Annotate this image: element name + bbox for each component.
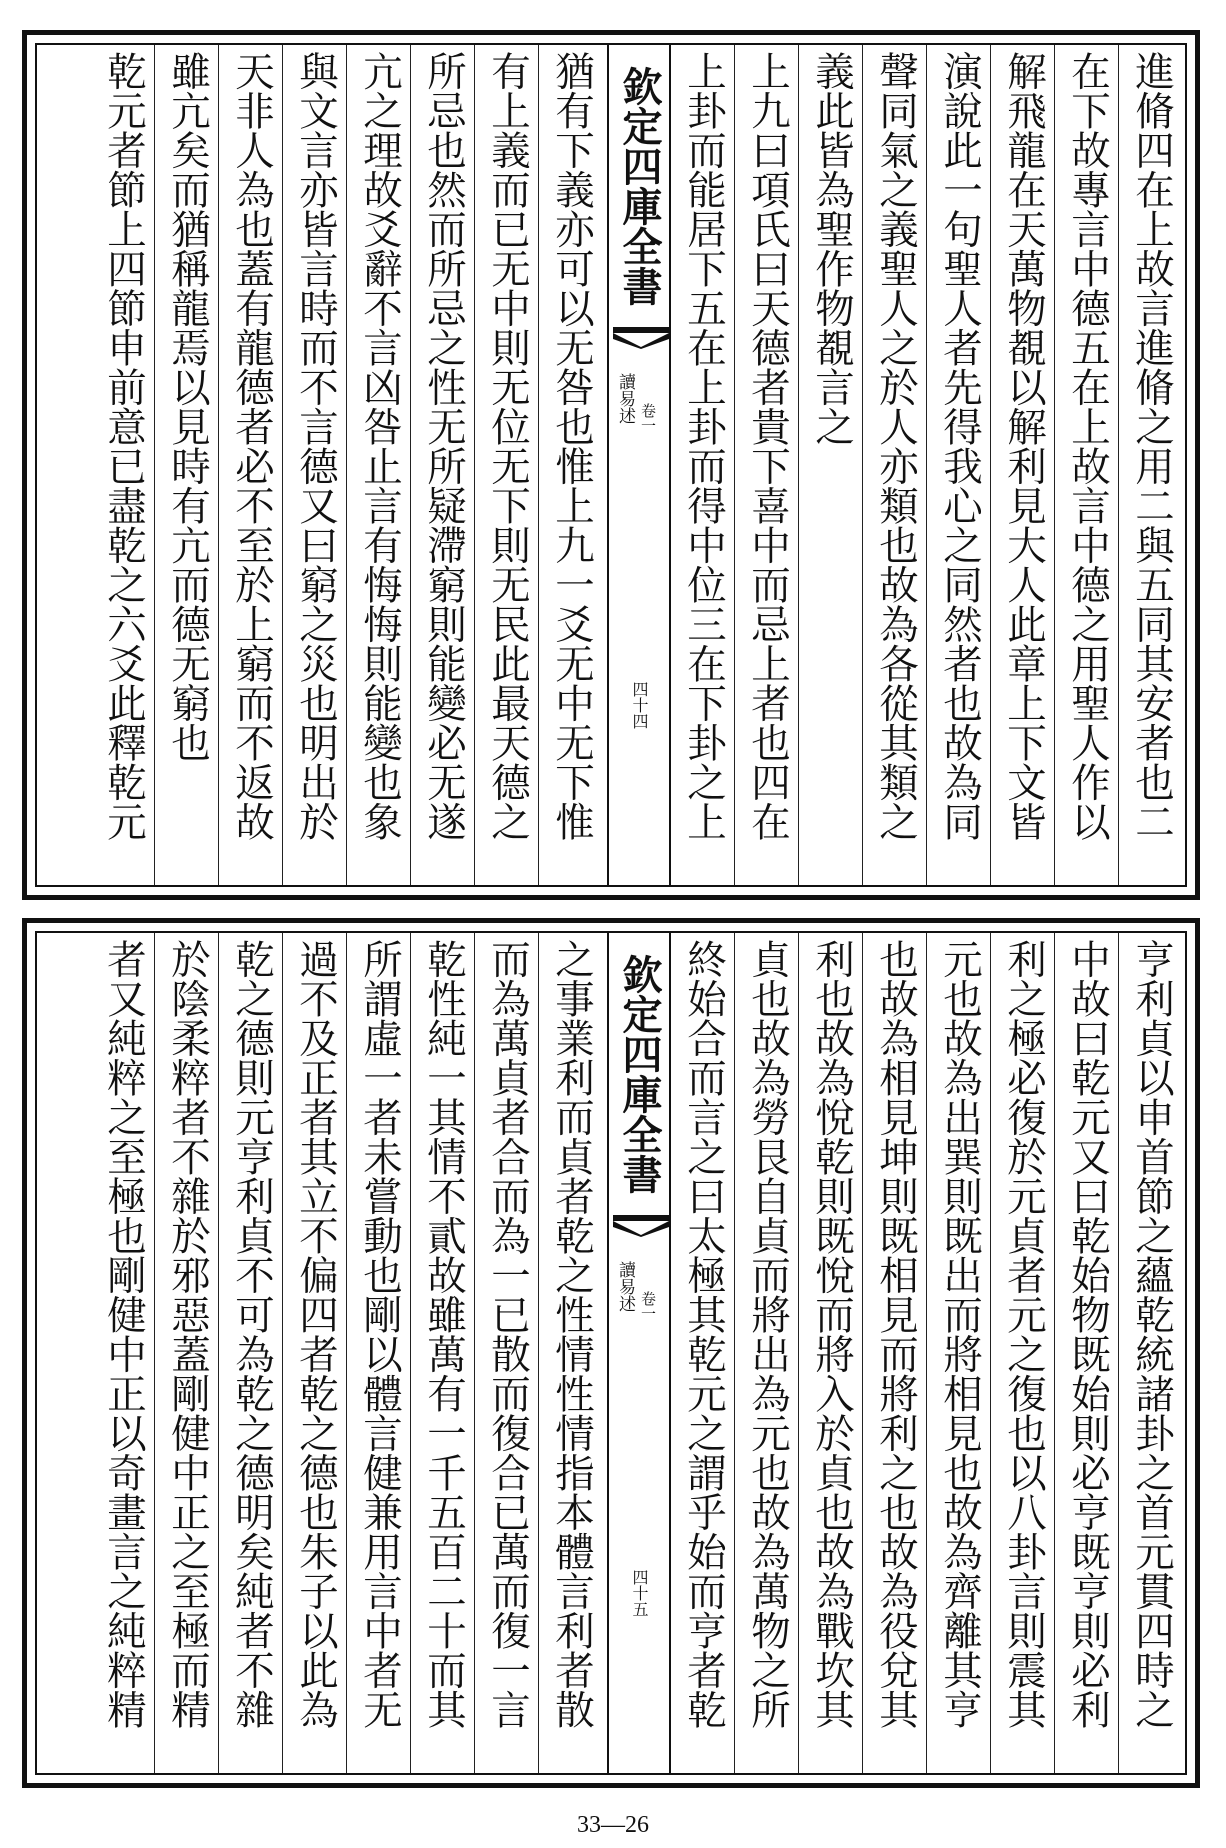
text-column [159, 939, 217, 1767]
column-rule [990, 45, 991, 885]
column-rule [734, 45, 735, 885]
text-column [995, 939, 1053, 1767]
text-column [995, 51, 1053, 879]
column-rule [282, 45, 283, 885]
column-rule [154, 45, 155, 885]
text-column [223, 939, 281, 1767]
column-rule [990, 933, 991, 1773]
volume-label: 卷一 [639, 403, 657, 433]
text-column [543, 51, 601, 879]
fold-header [607, 45, 671, 885]
fold-header [607, 933, 671, 1773]
column-text: 解飛龍在天萬物覩以解利見大人此章上下文皆 [1001, 51, 1047, 841]
column-rule [154, 933, 155, 1773]
column-text: 所謂虛一者未嘗動也剛以體言健兼用言中者无 [357, 939, 403, 1729]
column-text: 義此皆為聖作物覩言之 [809, 51, 855, 446]
text-column [1123, 51, 1181, 879]
column-text: 所忌也然而所忌之性无所疑滯窮則能變必无遂 [421, 51, 467, 841]
text-column [479, 939, 537, 1767]
text-column [351, 939, 409, 1767]
column-text: 演說此一句聖人者先得我心之同然者也故為同 [937, 51, 983, 841]
text-column [479, 51, 537, 879]
text-column [415, 939, 473, 1767]
column-rule [282, 933, 283, 1773]
column-text: 與文言亦皆言時而不言德又曰窮之災也明出於 [293, 51, 339, 841]
volume-label: 卷一 [639, 1291, 657, 1321]
column-rule [538, 933, 539, 1773]
column-text: 於陰柔粹者不雜於邪惡蓋剛健中正之至極而精 [165, 939, 211, 1729]
text-column [95, 51, 153, 879]
text-column [287, 51, 345, 879]
text-column [739, 51, 797, 879]
column-text: 猶有下義亦可以无咎也惟上九一爻无中无下惟 [549, 51, 595, 841]
column-text: 乾之德則元亨利貞不可為乾之德明矣純者不雜 [229, 939, 275, 1729]
column-rule [798, 933, 799, 1773]
column-text: 元也故為出巽則既出而將相見也故為齊離其亨 [937, 939, 983, 1729]
column-rule [410, 45, 411, 885]
column-text: 終始合而言之曰太極其乾元之謂乎始而亨者乾 [681, 939, 727, 1729]
column-text: 亨利貞以申首節之蘊乾統諸卦之首元貫四時之 [1129, 939, 1175, 1729]
column-text: 貞也故為勞艮自貞而將出為元也故為萬物之所 [745, 939, 791, 1729]
book-title: 讀易述 [615, 1261, 635, 1312]
page-number: 四十四 [630, 681, 649, 729]
column-rule [346, 933, 347, 1773]
column-text: 上九曰項氏曰天德者貴下喜中而忌上者也四在 [745, 51, 791, 841]
column-rule [862, 933, 863, 1773]
fishtail-mark-icon [613, 327, 669, 349]
column-rule [474, 45, 475, 885]
fishtail-mark-icon [613, 1215, 669, 1237]
text-column [675, 51, 733, 879]
column-text: 有上義而已无中則无位无下則无民此最天德之 [485, 51, 531, 841]
text-column [223, 51, 281, 879]
column-text: 中故曰乾元又曰乾始物既始則必亨既亨則必利 [1065, 939, 1111, 1729]
column-text: 天非人為也蓋有龍德者必不至於上窮而不返故 [229, 51, 275, 841]
column-text: 在下故專言中德五在上故言中德之用聖人作以 [1065, 51, 1111, 841]
column-rule [218, 933, 219, 1773]
text-column [675, 939, 733, 1767]
column-text: 聲同氣之義聖人之於人亦類也故為各從其類之 [873, 51, 919, 841]
column-text: 乾性純一其情不貳故雖萬有一千五百二十而其 [421, 939, 467, 1729]
column-text: 雖亢矣而猶稱龍焉以見時有亢而德无窮也 [165, 51, 211, 762]
column-text: 利也故為悅乾則既悅而將入於貞也故為戰坎其 [809, 939, 855, 1729]
column-rule [1054, 45, 1055, 885]
column-rule [734, 933, 735, 1773]
column-text: 進脩四在上故言進脩之用二與五同其安者也二 [1129, 51, 1175, 841]
top-page-frame [35, 43, 1187, 887]
top-page [22, 30, 1200, 900]
text-column [1059, 51, 1117, 879]
text-column [931, 51, 989, 879]
text-column [867, 939, 925, 1767]
text-column [543, 939, 601, 1767]
column-text: 利之極必復於元貞者元之復也以八卦言則震其 [1001, 939, 1047, 1729]
column-rule [346, 45, 347, 885]
column-rule [474, 933, 475, 1773]
column-rule [798, 45, 799, 885]
column-text: 過不及正者其立不偏四者乾之德也朱子以此為 [293, 939, 339, 1729]
column-text: 乾元者節上四節申前意已盡乾之六爻此釋乾元 [101, 51, 147, 841]
column-text: 者又純粹之至極也剛健中正以奇畫言之純粹精 [101, 939, 147, 1729]
bottom-page-frame [35, 931, 1187, 1775]
text-column [867, 51, 925, 879]
collection-title: 欽定四庫全書 [616, 954, 663, 1194]
column-text: 上卦而能居下五在上卦而得中位三在下卦之上 [681, 51, 727, 841]
column-rule [1054, 933, 1055, 1773]
text-column [739, 939, 797, 1767]
column-rule [926, 933, 927, 1773]
column-rule [1118, 933, 1119, 1773]
text-column [287, 939, 345, 1767]
column-text: 之事業利而貞者乾之性情性情指本體言利者散 [549, 939, 595, 1729]
column-text: 而為萬貞者合而為一已散而復合已萬而復一言 [485, 939, 531, 1729]
text-column [1059, 939, 1117, 1767]
text-column [803, 939, 861, 1767]
column-rule [218, 45, 219, 885]
column-rule [862, 45, 863, 885]
text-column [1123, 939, 1181, 1767]
book-title: 讀易述 [615, 373, 635, 424]
column-text: 也故為相見坤則既相見而將利之也故為役兌其 [873, 939, 919, 1729]
text-column [803, 51, 861, 879]
column-rule [926, 45, 927, 885]
column-rule [538, 45, 539, 885]
text-column [415, 51, 473, 879]
column-rule [1118, 45, 1119, 885]
column-rule [410, 933, 411, 1773]
text-column [931, 939, 989, 1767]
bottom-page [22, 918, 1200, 1788]
page-number: 四十五 [630, 1569, 649, 1617]
text-column [95, 939, 153, 1767]
collection-title: 欽定四庫全書 [616, 66, 663, 306]
text-column [159, 51, 217, 879]
text-column [351, 51, 409, 879]
reel-label: 33—26 [577, 1812, 649, 1838]
column-text: 亢之理故爻辭不言凶咎止言有悔悔則能變也象 [357, 51, 403, 841]
